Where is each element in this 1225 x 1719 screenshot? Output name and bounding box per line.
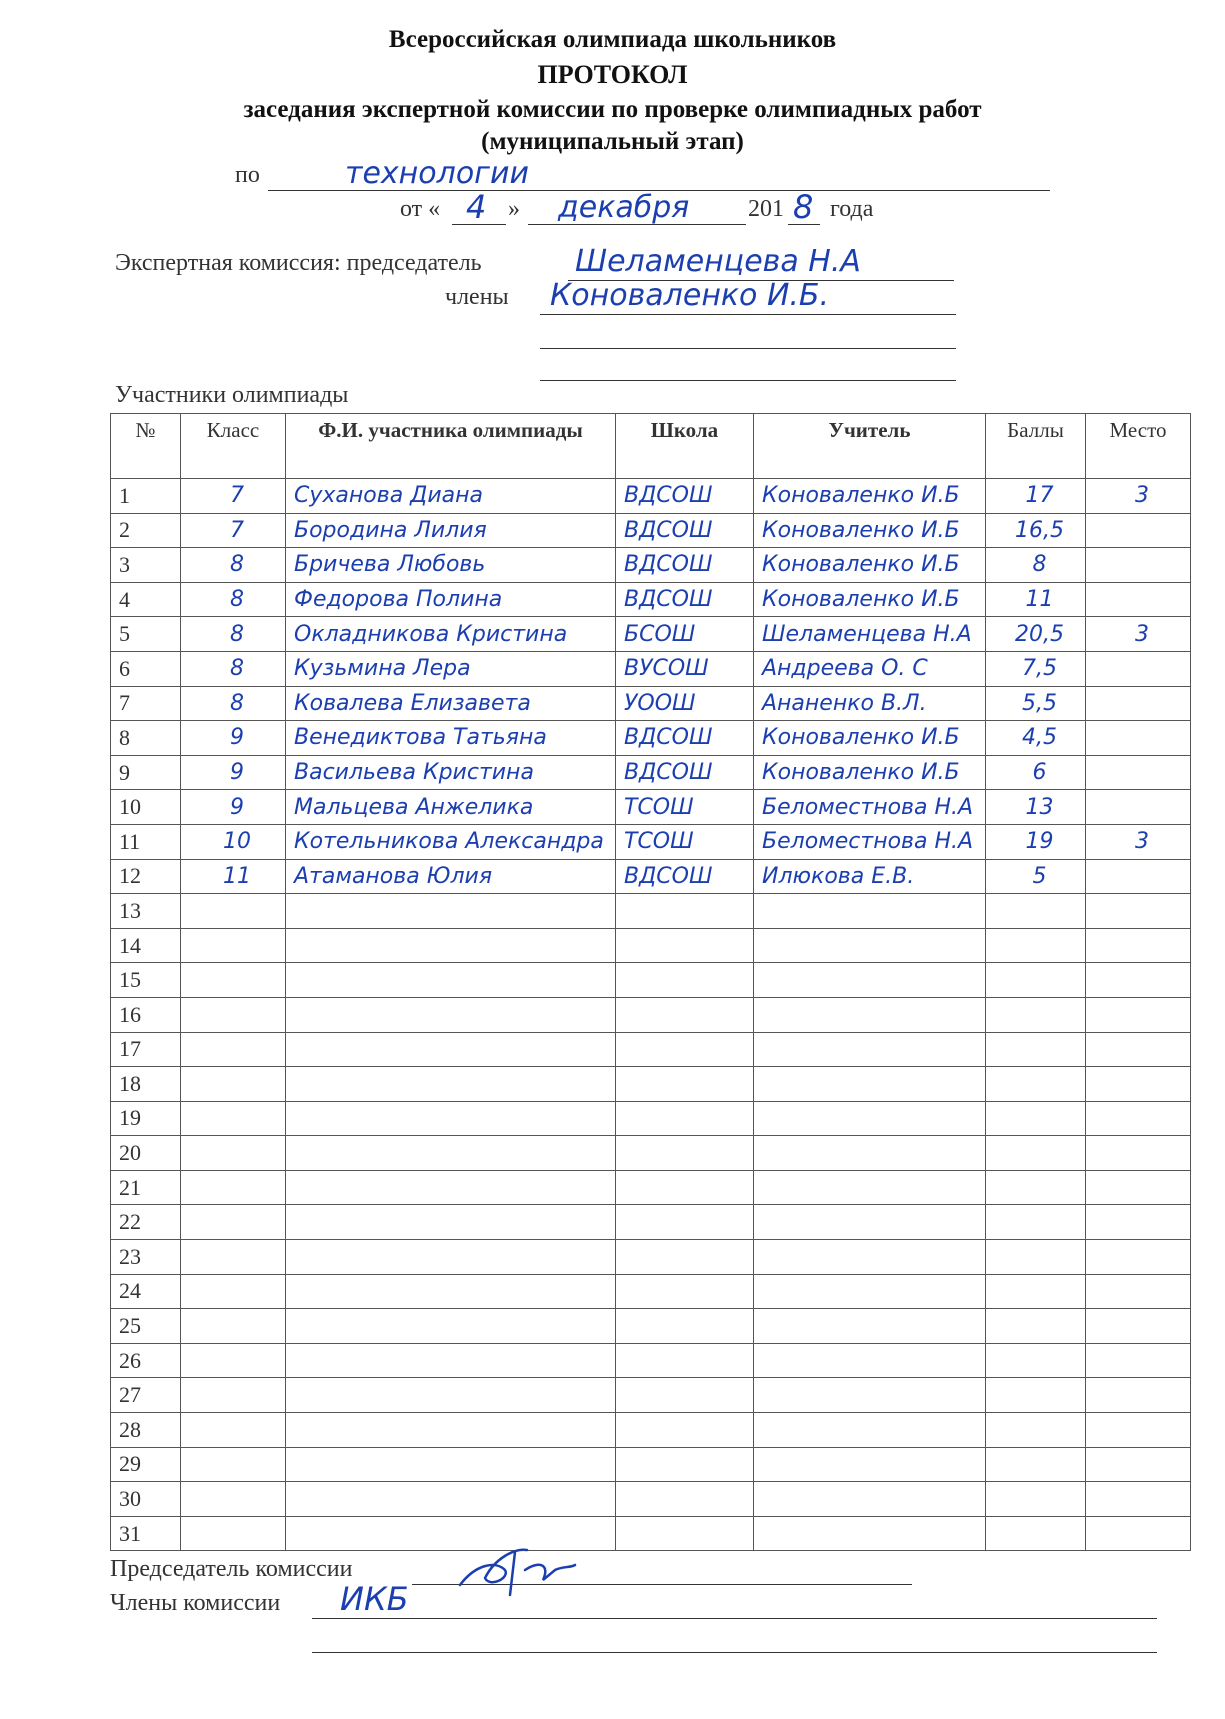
row-school xyxy=(616,1413,754,1448)
header-score: Баллы xyxy=(986,414,1086,479)
row-teacher: Коноваленко И.Б xyxy=(754,721,986,756)
row-grade xyxy=(181,1136,286,1171)
row-name xyxy=(286,1032,616,1067)
row-number: 29 xyxy=(111,1447,181,1482)
date-day: 4 xyxy=(466,188,487,226)
row-grade: 8 xyxy=(181,686,286,721)
row-score xyxy=(986,1205,1086,1240)
table-row xyxy=(111,1170,1191,1205)
row-teacher xyxy=(754,1413,986,1448)
row-score: 17 xyxy=(986,479,1086,514)
row-name: Кузьмина Лера xyxy=(286,651,616,686)
row-grade xyxy=(181,1032,286,1067)
row-place xyxy=(1086,548,1191,583)
row-grade: 9 xyxy=(181,755,286,790)
row-score xyxy=(986,1343,1086,1378)
row-place xyxy=(1086,790,1191,825)
table-row xyxy=(111,548,1191,583)
row-place xyxy=(1086,1378,1191,1413)
row-score: 5 xyxy=(986,859,1086,894)
row-place xyxy=(1086,513,1191,548)
commission-members-extra-line-1 xyxy=(540,348,956,349)
row-number: 22 xyxy=(111,1205,181,1240)
row-place: 3 xyxy=(1086,824,1191,859)
table-row xyxy=(111,1274,1191,1309)
row-grade xyxy=(181,1170,286,1205)
row-grade xyxy=(181,963,286,998)
row-school: БСОШ xyxy=(616,617,754,652)
row-school xyxy=(616,1067,754,1102)
row-teacher: Шеламенцева Н.А xyxy=(754,617,986,652)
row-number: 20 xyxy=(111,1136,181,1171)
row-teacher xyxy=(754,928,986,963)
footer-chair-label: Председатель комиссии xyxy=(110,1556,353,1582)
row-number: 3 xyxy=(111,548,181,583)
row-score xyxy=(986,1240,1086,1275)
row-grade: 8 xyxy=(181,548,286,583)
date-month: декабря xyxy=(558,190,690,225)
row-school xyxy=(616,1101,754,1136)
row-teacher: Коноваленко И.Б xyxy=(754,479,986,514)
row-school xyxy=(616,1516,754,1551)
commission-members-label: члены xyxy=(445,284,509,310)
row-score: 11 xyxy=(986,582,1086,617)
table-row xyxy=(111,479,1191,514)
row-score xyxy=(986,1447,1086,1482)
row-grade xyxy=(181,997,286,1032)
table-row xyxy=(111,513,1191,548)
row-school: ВДСОШ xyxy=(616,513,754,548)
row-score xyxy=(986,963,1086,998)
row-grade xyxy=(181,1101,286,1136)
row-number: 8 xyxy=(111,721,181,756)
table-row xyxy=(111,755,1191,790)
table-body xyxy=(111,479,1191,1551)
row-grade xyxy=(181,1205,286,1240)
row-number: 16 xyxy=(111,997,181,1032)
row-grade xyxy=(181,1343,286,1378)
row-school: ВДСОШ xyxy=(616,548,754,583)
row-grade xyxy=(181,1482,286,1517)
table-row xyxy=(111,859,1191,894)
row-teacher xyxy=(754,1447,986,1482)
row-grade: 8 xyxy=(181,651,286,686)
row-grade xyxy=(181,894,286,929)
commission-chair-value: Шеламенцева Н.А xyxy=(575,244,861,279)
header-school: Школа xyxy=(616,414,754,479)
row-grade: 8 xyxy=(181,582,286,617)
row-grade: 9 xyxy=(181,790,286,825)
row-school: УООШ xyxy=(616,686,754,721)
row-place xyxy=(1086,1136,1191,1171)
row-place xyxy=(1086,1274,1191,1309)
row-score xyxy=(986,894,1086,929)
row-school xyxy=(616,894,754,929)
row-score xyxy=(986,1170,1086,1205)
row-name: Ковалева Елизавета xyxy=(286,686,616,721)
row-score xyxy=(986,1378,1086,1413)
row-name: Федорова Полина xyxy=(286,582,616,617)
row-teacher: Илюкова Е.В. xyxy=(754,859,986,894)
row-score xyxy=(986,1136,1086,1171)
members-signature: ИКБ xyxy=(340,1580,409,1618)
row-school xyxy=(616,1205,754,1240)
row-grade xyxy=(181,1309,286,1344)
doc-title-protocol: ПРОТОКОЛ xyxy=(537,60,688,89)
date-suffix: года xyxy=(830,196,874,222)
row-name: Васильева Кристина xyxy=(286,755,616,790)
row-number: 30 xyxy=(111,1482,181,1517)
row-score xyxy=(986,1309,1086,1344)
table-header-row xyxy=(111,414,1191,479)
row-number: 2 xyxy=(111,513,181,548)
date-close: » xyxy=(508,196,520,222)
row-grade: 7 xyxy=(181,479,286,514)
row-score xyxy=(986,1101,1086,1136)
row-number: 27 xyxy=(111,1378,181,1413)
row-name xyxy=(286,1413,616,1448)
row-school xyxy=(616,1170,754,1205)
doc-title-stage: (муниципальный этап) xyxy=(481,128,744,155)
row-name: Атаманова Юлия xyxy=(286,859,616,894)
row-number: 5 xyxy=(111,617,181,652)
table-row xyxy=(111,894,1191,929)
row-name: Окладникова Кристина xyxy=(286,617,616,652)
row-name xyxy=(286,1447,616,1482)
date-year-prefix: 201 xyxy=(748,196,784,222)
table-row xyxy=(111,1482,1191,1517)
row-school xyxy=(616,997,754,1032)
row-place xyxy=(1086,894,1191,929)
table-row xyxy=(111,721,1191,756)
row-school xyxy=(616,1447,754,1482)
table-row xyxy=(111,824,1191,859)
row-number: 13 xyxy=(111,894,181,929)
row-teacher: Андреева О. С xyxy=(754,651,986,686)
row-grade xyxy=(181,1067,286,1102)
row-school xyxy=(616,1240,754,1275)
header-place: Место xyxy=(1086,414,1191,479)
row-school xyxy=(616,1274,754,1309)
row-teacher xyxy=(754,1309,986,1344)
table-row xyxy=(111,1309,1191,1344)
row-score: 19 xyxy=(986,824,1086,859)
subject-value: технологии xyxy=(345,156,529,191)
row-score: 16,5 xyxy=(986,513,1086,548)
row-teacher xyxy=(754,1032,986,1067)
row-number: 1 xyxy=(111,479,181,514)
row-teacher: Беломестнова Н.А xyxy=(754,790,986,825)
row-place xyxy=(1086,686,1191,721)
commission-members-value: Коноваленко И.Б. xyxy=(550,278,830,313)
row-number: 12 xyxy=(111,859,181,894)
row-number: 26 xyxy=(111,1343,181,1378)
table-row xyxy=(111,963,1191,998)
header-name: Ф.И. участника олимпиады xyxy=(286,414,616,479)
doc-title-meeting: заседания экспертной комиссии по проверке олимпиадных работ xyxy=(243,96,982,123)
table-row xyxy=(111,1240,1191,1275)
row-number: 11 xyxy=(111,824,181,859)
table-row xyxy=(111,686,1191,721)
row-school xyxy=(616,1343,754,1378)
row-school xyxy=(616,1309,754,1344)
row-number: 19 xyxy=(111,1101,181,1136)
row-score: 4,5 xyxy=(986,721,1086,756)
row-name xyxy=(286,1240,616,1275)
row-place xyxy=(1086,582,1191,617)
row-school: ВДСОШ xyxy=(616,755,754,790)
row-place xyxy=(1086,1032,1191,1067)
row-name xyxy=(286,894,616,929)
row-place xyxy=(1086,1413,1191,1448)
commission-members-underline xyxy=(540,314,956,315)
table-row xyxy=(111,1136,1191,1171)
participants-table xyxy=(110,413,1191,1551)
row-name xyxy=(286,1343,616,1378)
date-year-suffix: 8 xyxy=(793,188,814,226)
row-place xyxy=(1086,721,1191,756)
row-place xyxy=(1086,1482,1191,1517)
row-grade: 8 xyxy=(181,617,286,652)
row-grade xyxy=(181,1413,286,1448)
row-grade: 9 xyxy=(181,721,286,756)
row-grade: 10 xyxy=(181,824,286,859)
row-number: 28 xyxy=(111,1413,181,1448)
row-place xyxy=(1086,1101,1191,1136)
row-teacher: Коноваленко И.Б xyxy=(754,513,986,548)
row-score xyxy=(986,1032,1086,1067)
row-teacher xyxy=(754,1170,986,1205)
row-teacher xyxy=(754,1240,986,1275)
row-teacher xyxy=(754,1101,986,1136)
row-number: 6 xyxy=(111,651,181,686)
row-school: ВДСОШ xyxy=(616,479,754,514)
row-teacher xyxy=(754,1516,986,1551)
row-teacher xyxy=(754,1067,986,1102)
row-score: 20,5 xyxy=(986,617,1086,652)
row-teacher xyxy=(754,997,986,1032)
row-place: 3 xyxy=(1086,479,1191,514)
row-school xyxy=(616,1482,754,1517)
table-row xyxy=(111,1413,1191,1448)
row-name: Бричева Любовь xyxy=(286,548,616,583)
row-school: ТСОШ xyxy=(616,790,754,825)
row-score: 5,5 xyxy=(986,686,1086,721)
row-grade xyxy=(181,1240,286,1275)
row-name xyxy=(286,997,616,1032)
row-place xyxy=(1086,755,1191,790)
row-name xyxy=(286,1309,616,1344)
row-name xyxy=(286,1067,616,1102)
row-teacher xyxy=(754,1205,986,1240)
footer-members-extra-line xyxy=(312,1652,1157,1653)
row-teacher xyxy=(754,1482,986,1517)
row-score: 13 xyxy=(986,790,1086,825)
row-number: 31 xyxy=(111,1516,181,1551)
doc-title-olympiad: Всероссийская олимпиада школьников xyxy=(388,26,837,53)
row-name: Котельникова Александра xyxy=(286,824,616,859)
table-row xyxy=(111,1101,1191,1136)
row-school xyxy=(616,1032,754,1067)
row-score: 8 xyxy=(986,548,1086,583)
row-teacher: Беломестнова Н.А xyxy=(754,824,986,859)
row-score xyxy=(986,1482,1086,1517)
row-teacher xyxy=(754,1378,986,1413)
row-place: 3 xyxy=(1086,617,1191,652)
row-grade xyxy=(181,1516,286,1551)
row-name xyxy=(286,1101,616,1136)
row-number: 25 xyxy=(111,1309,181,1344)
row-school xyxy=(616,1136,754,1171)
row-name xyxy=(286,1482,616,1517)
row-place xyxy=(1086,1343,1191,1378)
commission-members-extra-line-2 xyxy=(540,380,956,381)
footer-members-label: Члены комиссии xyxy=(110,1590,281,1616)
row-score xyxy=(986,928,1086,963)
row-name xyxy=(286,1136,616,1171)
table-row xyxy=(111,928,1191,963)
row-score xyxy=(986,1067,1086,1102)
row-name xyxy=(286,928,616,963)
table-row xyxy=(111,997,1191,1032)
row-number: 9 xyxy=(111,755,181,790)
row-place xyxy=(1086,1447,1191,1482)
table-row xyxy=(111,1378,1191,1413)
row-place xyxy=(1086,859,1191,894)
row-school xyxy=(616,963,754,998)
participants-label: Участники олимпиады xyxy=(115,382,349,408)
header-teacher: Учитель xyxy=(754,414,986,479)
row-number: 4 xyxy=(111,582,181,617)
header-grade: Класс xyxy=(181,414,286,479)
row-teacher xyxy=(754,894,986,929)
row-score xyxy=(986,1516,1086,1551)
row-place xyxy=(1086,1240,1191,1275)
row-score xyxy=(986,997,1086,1032)
row-score: 6 xyxy=(986,755,1086,790)
row-score xyxy=(986,1413,1086,1448)
row-teacher: Коноваленко И.Б xyxy=(754,582,986,617)
table-row xyxy=(111,1205,1191,1240)
chair-signature-image xyxy=(455,1540,585,1600)
date-prefix: от « xyxy=(400,196,441,222)
table-row xyxy=(111,790,1191,825)
row-teacher: Ананенко В.Л. xyxy=(754,686,986,721)
row-grade: 11 xyxy=(181,859,286,894)
row-teacher xyxy=(754,1136,986,1171)
row-grade xyxy=(181,928,286,963)
row-teacher xyxy=(754,1274,986,1309)
row-grade xyxy=(181,1378,286,1413)
row-score xyxy=(986,1274,1086,1309)
row-school: ВДСОШ xyxy=(616,721,754,756)
table-row xyxy=(111,1516,1191,1551)
table-row xyxy=(111,617,1191,652)
row-place xyxy=(1086,997,1191,1032)
subject-label: по xyxy=(235,162,260,188)
row-name xyxy=(286,1170,616,1205)
row-place xyxy=(1086,928,1191,963)
row-teacher xyxy=(754,963,986,998)
row-name: Мальцева Анжелика xyxy=(286,790,616,825)
row-teacher xyxy=(754,1343,986,1378)
table-row xyxy=(111,1447,1191,1482)
row-name: Суханова Диана xyxy=(286,479,616,514)
row-school: ВУСОШ xyxy=(616,651,754,686)
row-place xyxy=(1086,1067,1191,1102)
row-number: 24 xyxy=(111,1274,181,1309)
row-name xyxy=(286,1205,616,1240)
row-name xyxy=(286,963,616,998)
row-school: ВДСОШ xyxy=(616,582,754,617)
table-row xyxy=(111,1032,1191,1067)
row-name: Бородина Лилия xyxy=(286,513,616,548)
row-place xyxy=(1086,963,1191,998)
row-school: ВДСОШ xyxy=(616,859,754,894)
row-number: 10 xyxy=(111,790,181,825)
row-number: 23 xyxy=(111,1240,181,1275)
row-name: Венедиктова Татьяна xyxy=(286,721,616,756)
row-grade: 7 xyxy=(181,513,286,548)
row-number: 15 xyxy=(111,963,181,998)
row-number: 18 xyxy=(111,1067,181,1102)
header-number: № xyxy=(111,414,181,479)
table-row xyxy=(111,651,1191,686)
row-name xyxy=(286,1274,616,1309)
table-row xyxy=(111,582,1191,617)
footer-members-underline xyxy=(312,1618,1157,1619)
row-number: 14 xyxy=(111,928,181,963)
row-score: 7,5 xyxy=(986,651,1086,686)
row-teacher: Коноваленко И.Б xyxy=(754,548,986,583)
row-teacher: Коноваленко И.Б xyxy=(754,755,986,790)
row-school xyxy=(616,1378,754,1413)
table-row xyxy=(111,1067,1191,1102)
row-place xyxy=(1086,1309,1191,1344)
row-place xyxy=(1086,1205,1191,1240)
row-number: 17 xyxy=(111,1032,181,1067)
row-place xyxy=(1086,1170,1191,1205)
table-row xyxy=(111,1343,1191,1378)
row-name xyxy=(286,1378,616,1413)
row-number: 7 xyxy=(111,686,181,721)
row-number: 21 xyxy=(111,1170,181,1205)
commission-chair-label: Экспертная комиссия: председатель xyxy=(115,250,482,276)
row-place xyxy=(1086,651,1191,686)
row-school: ТСОШ xyxy=(616,824,754,859)
row-grade xyxy=(181,1447,286,1482)
row-place xyxy=(1086,1516,1191,1551)
row-grade xyxy=(181,1274,286,1309)
row-school xyxy=(616,928,754,963)
